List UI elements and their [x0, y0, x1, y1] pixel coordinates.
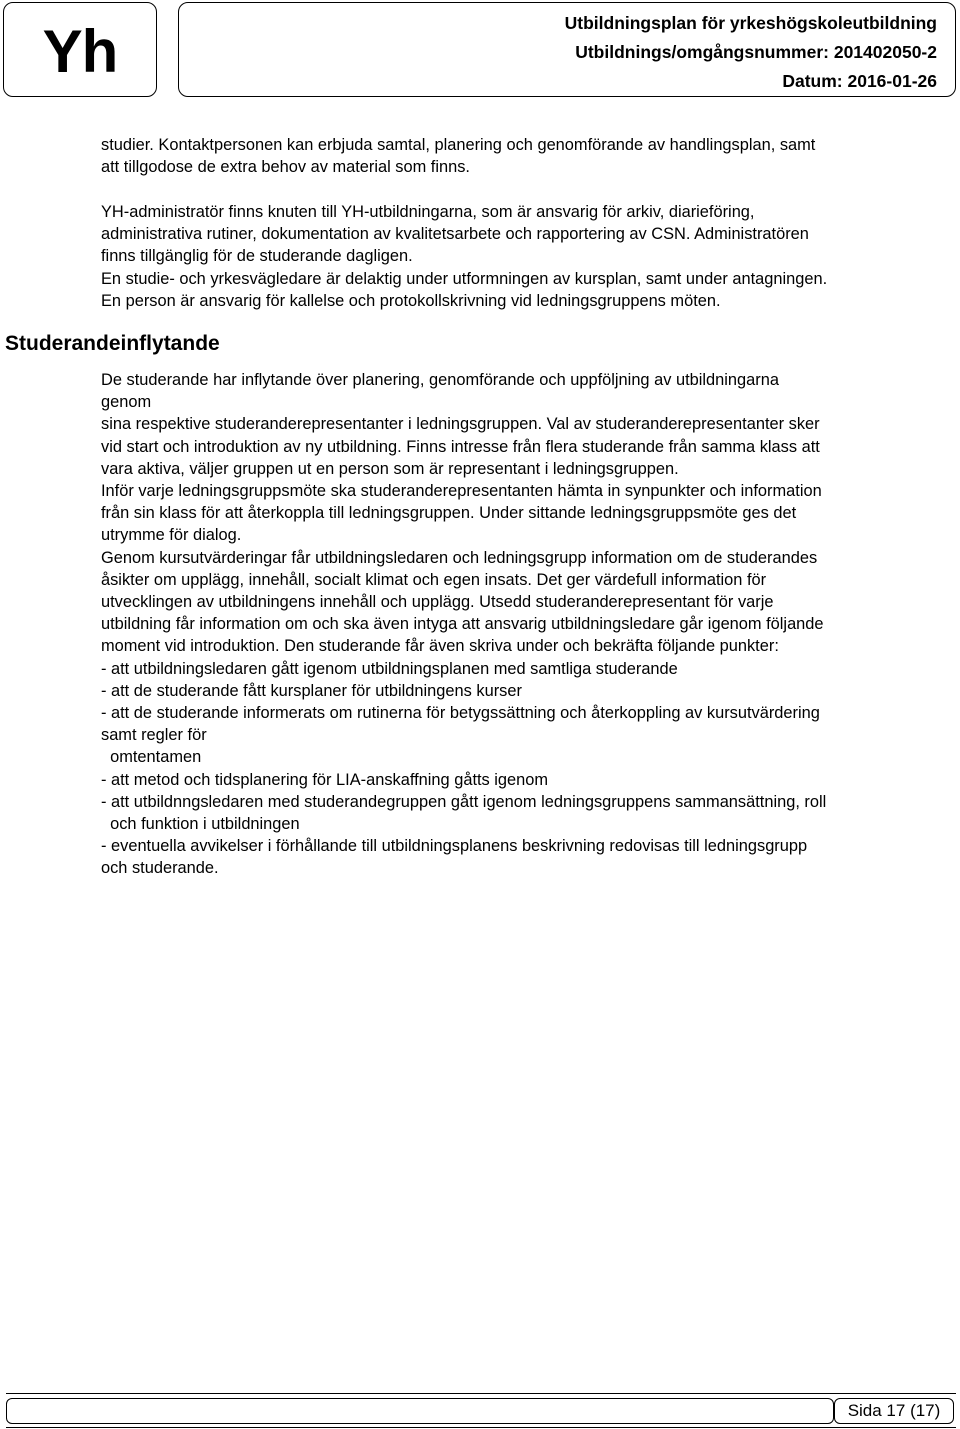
text-line: administrativa rutiner, dokumentation av kvalitetsarbete och rapportering av CSN. Administratören: [101, 225, 809, 244]
bullet-line: - eventuella avvikelser i förhållande till utbildningsplanens beskrivning redovisas till ledningsgrupp: [101, 837, 808, 856]
text-line: vid start och introduktion av ny utbildning. Finns intresse från flera studerande från samma klass att: [101, 437, 820, 456]
text-line: omtentamen: [101, 748, 202, 767]
bullet-line: - att metod och tidsplanering för LIA-anskaffning gåtts igenom: [101, 770, 549, 789]
document-header: [178, 2, 956, 97]
bullet-line: - att de studerande fått kursplaner för utbildningens kurser: [101, 681, 522, 700]
intro-paragraph: [101, 134, 951, 178]
text-line: moment vid introduktion. Den studerande får även skriva under och bekräfta följande punkter:: [101, 637, 779, 656]
bullet-line: - att utbildnngsledaren med studerandegruppen gått igenom ledningsgruppens sammansättning, roll: [101, 792, 827, 811]
education-number: Utbildnings/omgångsnummer: 201402050-2: [575, 42, 937, 62]
text-line: och studerande.: [101, 859, 219, 878]
text-line: vara aktiva, väljer gruppen ut en person som är representant i ledningsgruppen.: [101, 459, 679, 478]
text-line: utrymme för dialog.: [101, 526, 242, 545]
footer-divider: [6, 1393, 956, 1394]
yh-logo: Yh: [42, 17, 118, 85]
footer-bottom-divider: [6, 1427, 956, 1428]
page-number-box: [834, 1398, 954, 1424]
text-line: utbildning får information om och ska även intyga att ansvarig utbildningsledare går igenom följande: [101, 615, 824, 634]
admin-paragraph: [101, 201, 951, 312]
section-heading: Studerandeinflytande: [5, 332, 220, 355]
document-date: Datum: 2016-01-26: [782, 71, 937, 91]
bullet-line: - att de studerande informerats om rutinerna för betygssättning och återkoppling av kursutvärdering: [101, 704, 820, 723]
page-number: Sida 17 (17): [847, 1401, 941, 1420]
text-line: att tillgodose de extra behov av material som finns.: [101, 158, 470, 177]
bullet-line: - att utbildningsledaren gått igenom utbildningsplanen med samtliga studerande: [101, 659, 678, 678]
text-line: studier. Kontaktpersonen kan erbjuda samtal, planering och genomförande av handlingsplan, samt: [101, 136, 816, 154]
text-line: samt regler för: [101, 726, 207, 745]
text-line: från sin klass för att återkoppla till ledningsgruppen. Under sittande ledningsgruppsmöte ges det: [101, 504, 797, 523]
text-line: De studerande har inflytande över planering, genomförande och uppföljning av utbildningarna: [101, 371, 779, 389]
text-line: och funktion i utbildningen: [101, 815, 300, 834]
text-line: sina respektive studeranderepresentanter i ledningsgruppen. Val av studeranderepresentanter sker: [101, 415, 820, 434]
text-line: Genom kursutvärderingar får utbildningsledaren och ledningsgrupp information om de studerandes: [101, 548, 818, 567]
text-line: YH-administratör finns knuten till YH-utbildningarna, som är ansvarig för arkiv, diarieföring,: [101, 203, 755, 221]
text-line: Inför varje ledningsgruppsmöte ska studeranderepresentanten hämta in synpunkter och information: [101, 482, 822, 501]
section-body: [101, 369, 951, 880]
text-line: En person är ansvarig för kallelse och protokollskrivning vid ledningsgruppens möten.: [101, 291, 721, 310]
logo-box: [3, 2, 157, 97]
footer-left-box: [6, 1398, 834, 1424]
document-title: Utbildningsplan för yrkeshögskoleutbildning: [564, 13, 937, 33]
text-line: utvecklingen av utbildningens innehåll och upplägg. Utsedd studeranderepresentant för varje: [101, 593, 774, 612]
text-line: genom: [101, 393, 152, 412]
text-line: finns tillgänglig för de studerande dagligen.: [101, 247, 413, 266]
text-line: åsikter om upplägg, innehåll, socialt klimat och egen insats. Det ger värdefull information för: [101, 570, 767, 589]
text-line: En studie- och yrkesvägledare är delaktig under utformningen av kursplan, samt under antagningen.: [101, 269, 828, 288]
